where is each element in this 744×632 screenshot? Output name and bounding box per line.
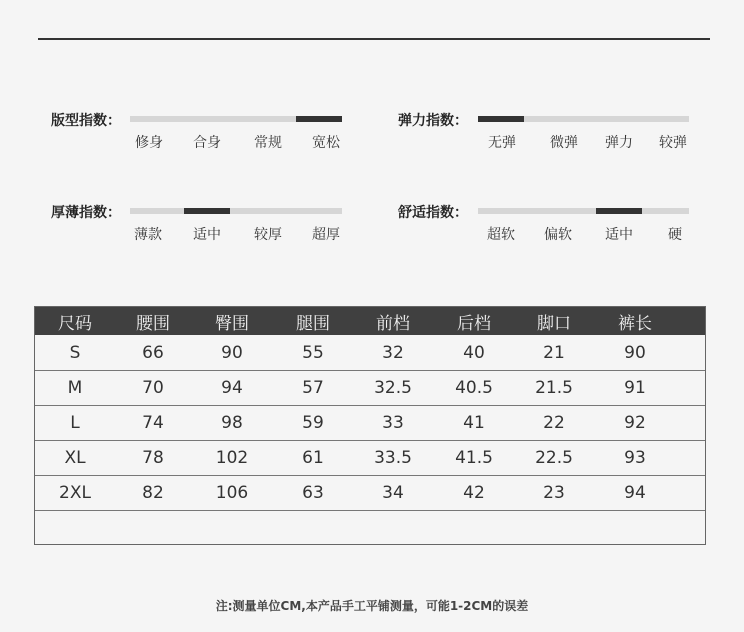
header-back-rise: 后档 [457, 313, 491, 334]
thickness-option-1: 薄款 [134, 227, 162, 243]
comfort-index [398, 202, 718, 262]
header-waist: 腰围 [136, 313, 170, 334]
cell-back-rise: 40.5 [455, 378, 493, 398]
header-size: 尺码 [58, 313, 92, 334]
table-row [35, 475, 705, 510]
table-row [35, 335, 705, 370]
cell-size: S [69, 342, 81, 363]
cell-size: 2XL [59, 483, 91, 503]
stretch-option-2: 微弹 [550, 135, 578, 151]
cell-leg-opening: 21.5 [535, 378, 573, 398]
cell-thigh: 55 [302, 342, 324, 363]
cell-thigh: 59 [302, 413, 324, 433]
comfort-option-4: 硬 [668, 227, 682, 243]
cell-waist: 70 [142, 378, 164, 398]
cell-thigh: 63 [302, 483, 324, 503]
size-table [34, 306, 706, 545]
table-row [35, 440, 705, 475]
cell-front-rise: 32 [382, 342, 404, 363]
thickness-index [51, 202, 371, 262]
thickness-index-label: 厚薄指数： [51, 205, 121, 221]
fit-option-1: 修身 [135, 135, 163, 151]
cell-back-rise: 40 [463, 342, 485, 363]
fit-index-label: 版型指数： [51, 113, 121, 129]
header-front-rise: 前档 [376, 313, 410, 334]
stretch-option-1: 无弹 [488, 135, 516, 151]
cell-back-rise: 41 [463, 413, 485, 433]
cell-length: 94 [624, 483, 646, 503]
thickness-option-3: 较厚 [254, 227, 282, 243]
fit-option-3: 常规 [254, 135, 282, 151]
cell-length: 92 [624, 413, 646, 433]
cell-size: XL [64, 448, 86, 468]
cell-front-rise: 33.5 [374, 448, 412, 468]
fit-option-4: 宽松 [312, 135, 340, 151]
header-length: 裤长 [618, 313, 652, 334]
fit-index-marker [296, 116, 342, 122]
cell-length: 93 [624, 448, 646, 468]
stretch-option-4: 较弹 [659, 135, 687, 151]
size-table-header [35, 307, 705, 335]
cell-hip: 106 [215, 483, 249, 503]
cell-size: M [67, 378, 83, 398]
cell-thigh: 61 [302, 448, 324, 468]
cell-size: L [70, 413, 80, 433]
comfort-option-2: 偏软 [544, 227, 572, 243]
cell-waist: 78 [142, 448, 164, 468]
fit-option-2: 合身 [193, 135, 221, 151]
stretch-index-track [478, 116, 689, 122]
fit-index [51, 110, 371, 170]
stretch-option-3: 弹力 [605, 135, 633, 151]
cell-waist: 66 [142, 342, 164, 363]
cell-front-rise: 33 [382, 413, 404, 433]
cell-hip: 90 [221, 342, 243, 363]
cell-waist: 82 [142, 483, 164, 503]
cell-waist: 74 [142, 413, 164, 433]
cell-front-rise: 32.5 [374, 378, 412, 398]
table-row [35, 405, 705, 440]
cell-back-rise: 41.5 [455, 448, 493, 468]
thickness-index-track [130, 208, 342, 214]
top-divider [38, 38, 710, 40]
thickness-option-4: 超厚 [312, 227, 340, 243]
header-thigh: 腿围 [296, 313, 330, 334]
comfort-index-marker [596, 208, 642, 214]
cell-hip: 94 [221, 378, 243, 398]
cell-back-rise: 42 [463, 483, 485, 503]
comfort-option-1: 超软 [487, 227, 515, 243]
measurement-note: 注:测量单位CM,本产品手工平铺测量，可能1-2CM的误差 [215, 599, 529, 613]
comfort-option-3: 适中 [605, 227, 633, 243]
thickness-index-marker [184, 208, 230, 214]
cell-length: 91 [624, 378, 646, 398]
header-hip: 臀围 [215, 313, 249, 334]
cell-hip: 102 [215, 448, 249, 468]
fit-index-track [130, 116, 342, 122]
cell-leg-opening: 22.5 [535, 448, 573, 468]
comfort-index-label: 舒适指数： [398, 205, 468, 221]
header-leg-opening: 脚口 [537, 313, 571, 334]
comfort-index-track [478, 208, 689, 214]
cell-leg-opening: 23 [543, 483, 565, 503]
cell-leg-opening: 22 [543, 413, 565, 433]
cell-front-rise: 34 [382, 483, 404, 503]
stretch-index-label: 弹力指数： [398, 113, 468, 129]
table-row-empty [35, 510, 705, 544]
stretch-index-marker [478, 116, 524, 122]
table-row [35, 370, 705, 405]
cell-length: 90 [624, 342, 646, 363]
cell-hip: 98 [221, 413, 243, 433]
stretch-index [398, 110, 718, 170]
cell-leg-opening: 21 [543, 342, 565, 363]
thickness-option-2: 适中 [193, 227, 221, 243]
cell-thigh: 57 [302, 378, 324, 398]
